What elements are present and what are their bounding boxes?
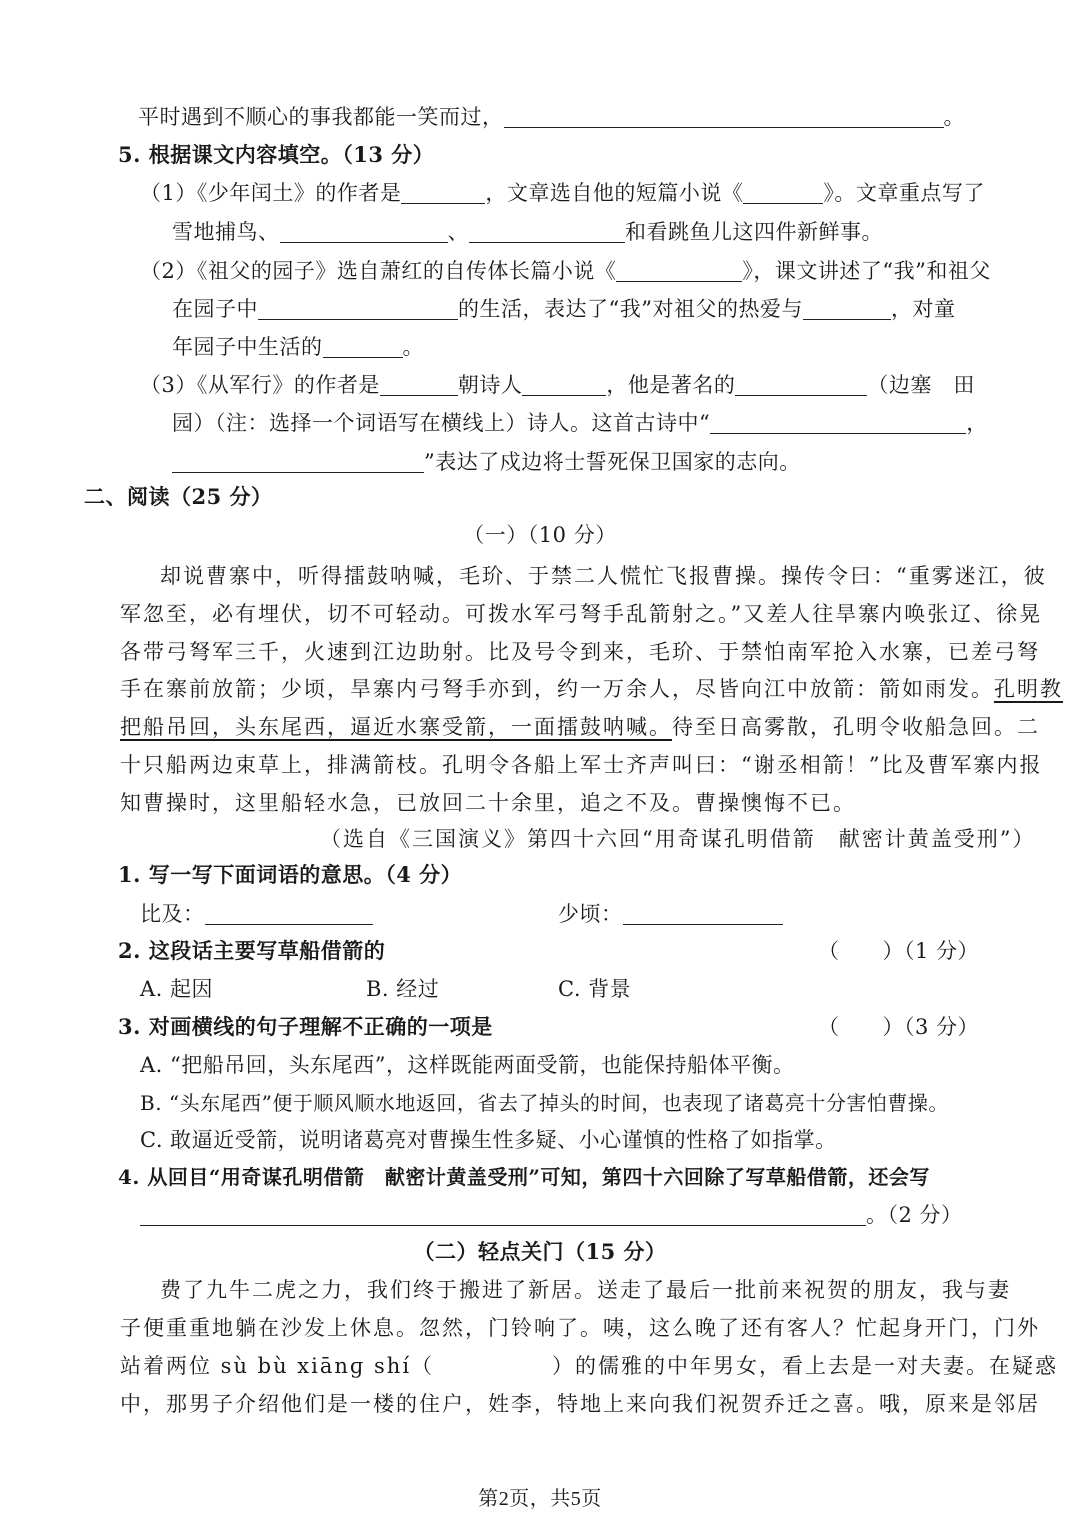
blank-novel2[interactable] bbox=[616, 259, 742, 282]
q5-p3d: （边塞 田 bbox=[867, 373, 975, 397]
blank-style[interactable] bbox=[735, 373, 867, 396]
q5-p3e: 园）（注：选择一个词语写在横线上）诗人。这首古诗中“ bbox=[172, 411, 711, 435]
underlined-sentence: 孔明教 bbox=[994, 677, 1063, 701]
page-footer: 第2页，共5页 bbox=[478, 1488, 602, 1510]
passage2-line: 子便重重地躺在沙发上休息。忽然，门铃响了。咦，这么晚了还有客人？忙起身开门，门外 bbox=[120, 1316, 1040, 1340]
passage1-source: （选自《三国演义》第四十六回“用奇谋孔明借箭 献密计黄盖受刑”） bbox=[320, 827, 1036, 851]
q2-heading: 2. 这段话主要写草船借箭的 bbox=[118, 938, 386, 963]
q5-p2b: 》，课文讲述了“我”和祖父 bbox=[742, 259, 991, 283]
q5-p3b: 朝诗人 bbox=[457, 373, 523, 397]
passage2-pinyin: 站着两位 sù bù xiānɡ shí（ bbox=[120, 1354, 435, 1378]
q4-heading: 4. 从回目“用奇谋孔明借箭 献密计黄盖受刑”可知，第四十六回除了写草船借箭，还会写 bbox=[118, 1165, 930, 1189]
passage1-text: 待至日高雾散，孔明令收船急回。二 bbox=[672, 715, 1040, 739]
blank-event2[interactable] bbox=[469, 220, 625, 243]
q5-p1b: ，文章选自他的短篇小说《 bbox=[485, 181, 744, 205]
q5-p2g: 。 bbox=[402, 335, 424, 359]
blank-verse1[interactable] bbox=[710, 411, 966, 434]
passage1-line: 知曹操时，这里船轻水急，已放回二十余里，追之不及。曹操懊悔不已。 bbox=[120, 791, 856, 815]
q2-option-c[interactable]: C. 背景 bbox=[558, 977, 632, 1001]
passage1-line: 军忽至，必有埋伏，切不可轻动。可拨水军弓弩手乱箭射之。”又差人往旱寨内唤张辽、徐晃 bbox=[120, 602, 1043, 626]
blank-feeling2[interactable] bbox=[323, 335, 403, 358]
blank-author[interactable] bbox=[401, 181, 485, 204]
blank-shaoqing[interactable] bbox=[623, 902, 783, 925]
q5-p3g: ”表达了戍边将士誓死保卫国家的志向。 bbox=[424, 450, 801, 474]
passage1-line: 各带弓弩军三千，火速到江边助射。比及号令到来，毛玠、于禁怕南军抢入水寨，已差弓弩 bbox=[120, 640, 1040, 664]
q5-p2a: （2）《祖父的园子》选自萧红的自传体长篇小说《 bbox=[140, 259, 617, 283]
passage1-line: 却说曹寨中，听得擂鼓呐喊，毛玠、于禁二人慌忙飞报曹操。操传令曰：“重雾迷江，彼 bbox=[160, 564, 1047, 588]
q5-p2f: 年园子中生活的 bbox=[172, 335, 323, 359]
q5-part1-line1 bbox=[140, 178, 985, 208]
q5-p2d: 的生活，表达了“我”对祖父的热爱与 bbox=[458, 297, 803, 321]
q1-word2 bbox=[558, 899, 783, 929]
passage2-text: ）的儒雅的中年男女，看上去是一对夫妻。在疑惑 bbox=[552, 1354, 1059, 1378]
q5-p1d: 雪地捕鸟、 bbox=[172, 220, 280, 244]
q3-option-a[interactable]: A. “把船吊回，头东尾西”，这样既能两面受箭，也能保持船体平衡。 bbox=[140, 1053, 795, 1077]
q5-p1e: 、 bbox=[447, 220, 469, 244]
q5-part3-line1 bbox=[140, 370, 975, 400]
passage1-line bbox=[120, 674, 1063, 704]
blank-novel[interactable] bbox=[743, 181, 823, 204]
blank-biji[interactable] bbox=[205, 902, 373, 925]
q5-p1c: 》。文章重点写了 bbox=[823, 181, 985, 205]
blank-feeling[interactable] bbox=[803, 297, 891, 320]
q1-word1 bbox=[140, 899, 373, 929]
passage2-title: （二）轻点关门（15 分） bbox=[413, 1239, 667, 1264]
q5-heading: 5. 根据课文内容填空。（13 分） bbox=[118, 142, 435, 167]
answer-blank[interactable] bbox=[504, 105, 944, 128]
section2-title: 二、阅读（25 分） bbox=[84, 484, 273, 509]
q5-part2-line1 bbox=[140, 256, 991, 286]
q5-part1-line2 bbox=[172, 217, 883, 247]
blank-verse2[interactable] bbox=[172, 450, 424, 473]
q5-part3-line2 bbox=[172, 408, 988, 438]
q5-part2-line3 bbox=[172, 332, 424, 362]
q5-p3c: ，他是著名的 bbox=[606, 373, 736, 397]
q1-w2-label: 少顷： bbox=[558, 902, 623, 926]
q5-p1a: （1）《少年闰土》的作者是 bbox=[140, 181, 402, 205]
passage1-line bbox=[120, 712, 1040, 742]
blank-q4[interactable] bbox=[140, 1203, 866, 1226]
q1-w1-label: 比及： bbox=[140, 902, 205, 926]
blank-poet[interactable] bbox=[522, 373, 606, 396]
q5-part2-line2 bbox=[172, 294, 955, 324]
intro-line bbox=[138, 102, 965, 132]
passage1-title: （一）（10 分） bbox=[463, 523, 617, 547]
q3-option-c[interactable]: C. 敢逼近受箭，说明诸葛亮对曹操生性多疑、小心谨慎的性格了如指掌。 bbox=[140, 1128, 837, 1152]
blank-event1[interactable] bbox=[280, 220, 448, 243]
q4-score: 。（2 分） bbox=[866, 1203, 963, 1227]
blank-dynasty[interactable] bbox=[380, 373, 458, 396]
q5-p1f: 和看跳鱼儿这四件新鲜事。 bbox=[625, 220, 883, 244]
q3-option-b[interactable]: B. “头东尾西”便于顺风顺水地返回，省去了掉头的时间，也表现了诸葛亮十分害怕曹操。 bbox=[140, 1091, 949, 1115]
blank-life[interactable] bbox=[258, 297, 458, 320]
q2-score: （ ）（1 分） bbox=[818, 939, 980, 963]
q4-answer-line bbox=[140, 1200, 963, 1230]
q2-option-b[interactable]: B. 经过 bbox=[366, 977, 440, 1001]
passage1-line: 十只船两边束草上，排满箭枝。孔明令各船上军士齐声叫曰：“谢丞相箭！”比及曹军寨内报 bbox=[120, 753, 1043, 777]
q2-option-a[interactable]: A. 起因 bbox=[140, 977, 214, 1001]
q5-p3a: （3）《从军行》的作者是 bbox=[140, 373, 380, 397]
passage2-line: 中，那男子介绍他们是一楼的住户，姓李，特地上来向我们祝贺乔迁之喜。哦，原来是邻居 bbox=[120, 1392, 1040, 1416]
q5-p3f: ， bbox=[966, 411, 988, 435]
intro-end: 。 bbox=[943, 105, 965, 129]
intro-text: 平时遇到不顺心的事我都能一笑而过， bbox=[138, 105, 504, 129]
passage1-text: 手在寨前放箭；少顷，旱寨内弓弩手亦到，约一万余人，尽皆向江中放箭：箭如雨发。 bbox=[120, 677, 994, 701]
q5-p2e: ，对童 bbox=[890, 297, 956, 321]
passage2-line: 费了九牛二虎之力，我们终于搬进了新居。送走了最后一批前来祝贺的朋友，我与妻 bbox=[160, 1278, 1011, 1302]
underlined-sentence: 把船吊回，头东尾西，逼近水寨受箭，一面擂鼓呐喊。 bbox=[120, 715, 672, 739]
passage2-line bbox=[120, 1351, 1058, 1381]
q5-p2c: 在园子中 bbox=[172, 297, 258, 321]
q1-heading: 1. 写一写下面词语的意思。（4 分） bbox=[118, 862, 463, 887]
q3-score: （ ）（3 分） bbox=[818, 1015, 980, 1039]
q5-part3-line3 bbox=[172, 447, 801, 477]
q3-heading: 3. 对画横线的句子理解不正确的一项是 bbox=[118, 1014, 493, 1039]
